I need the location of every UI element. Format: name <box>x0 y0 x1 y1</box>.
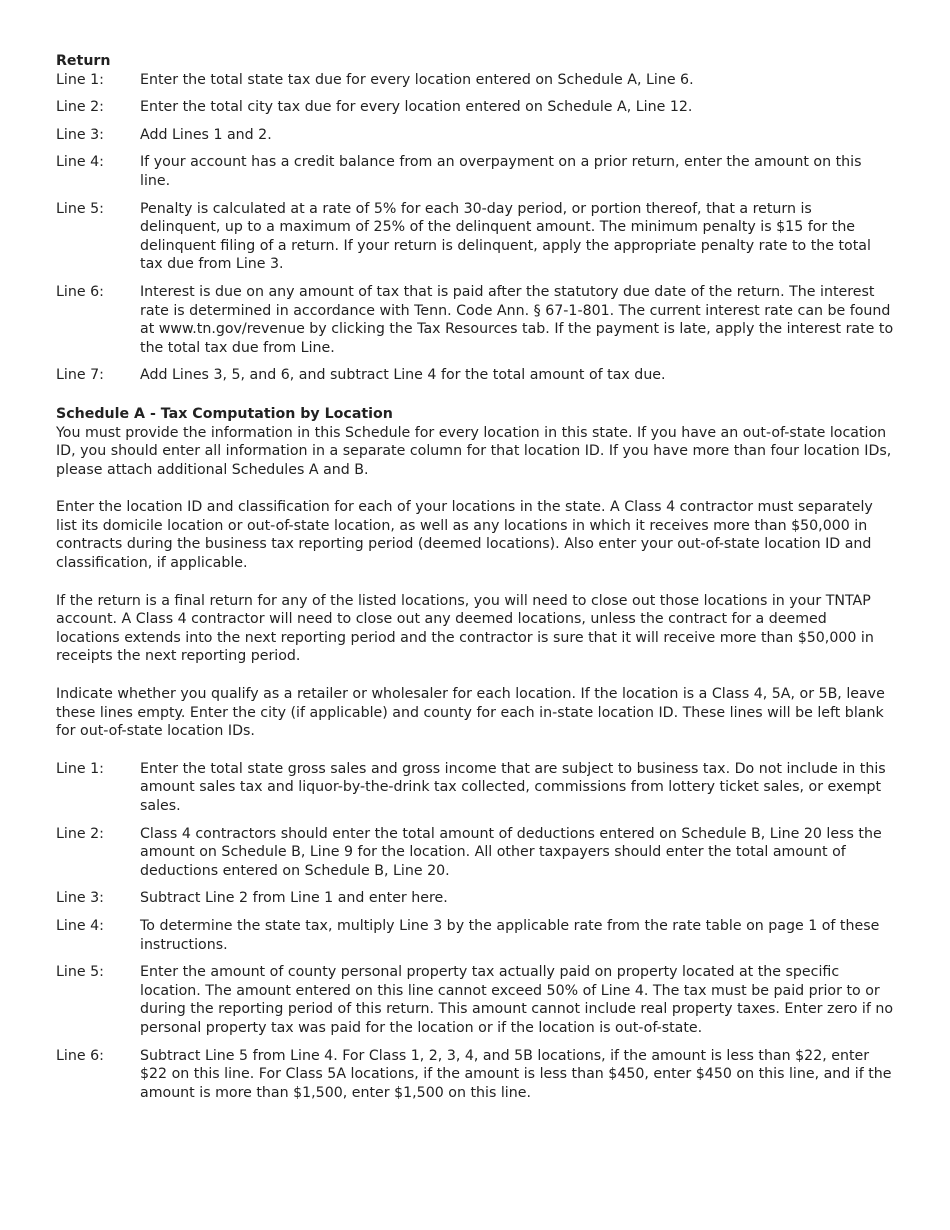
line-label: Line 1: <box>56 71 104 88</box>
line-label: Line 5: <box>56 200 104 217</box>
schedule-a-section <box>56 405 894 1102</box>
line-label: Line 4: <box>56 154 104 171</box>
schedule-a-line-1 <box>56 760 894 816</box>
line-label: Line 2: <box>56 825 104 842</box>
line-label: Line 2: <box>56 99 104 116</box>
instructions-page <box>56 52 894 1111</box>
line-label: Line 6: <box>56 283 104 300</box>
line-text: Subtract Line 5 from Line 4. For Class 1, 2, 3, 4, and 5B locations, if the amount is less than $22, enter $22 on this line. For Class 5A locations, if the amount is less than $450, enter $450 on this line, and if the amount is more than $1,500, enter $1,500 on this line. <box>140 1047 892 1101</box>
line-text: Enter the amount of county personal property tax actually paid on property located at the specific location. The amount entered on this line cannot exceed 50% of Line 4. The tax must be paid prior to or during the reporting period of this return. This amount cannot include real property taxes. Enter zero if no personal property tax was paid for the location or if the location is out-of-state. <box>140 964 894 1036</box>
schedule-a-line-4 <box>56 917 894 954</box>
schedule-a-paragraph: Enter the location ID and classification for each of your locations in the state. A Class 4 contractor must separately list its domicile location or out-of-state location, as well as any locations in which it receives more than $50,000 in contracts during the business tax reporting period (deemed locations). Also enter your out-of-state location ID and classification, if applicable. <box>56 499 873 572</box>
schedule-a-paragraph: You must provide the information in this Schedule for every location in this state. If you have an out-of-state location ID, you should enter all information in a separate column for that location ID. If you have more than four location IDs, please attach additional Schedules A and B. <box>56 424 892 478</box>
line-text: Add Lines 3, 5, and 6, and subtract Line 4 for the total amount of tax due. <box>140 367 666 384</box>
line-label: Line 6: <box>56 1047 104 1064</box>
schedule-a-lines <box>56 760 894 1103</box>
return-heading: Return <box>56 53 111 69</box>
line-text: To determine the state tax, multiply Line 3 by the applicable rate from the rate table on page 1 of these instructions. <box>140 917 880 953</box>
schedule-a-line-2 <box>56 825 894 881</box>
schedule-a-line-5 <box>56 963 894 1037</box>
line-text: Add Lines 1 and 2. <box>140 126 272 143</box>
return-line-3 <box>56 126 894 145</box>
line-text: If your account has a credit balance from an overpayment on a prior return, enter the amount on this line. <box>140 154 862 189</box>
line-text: Interest is due on any amount of tax that is paid after the statutory due date of the return. The interest rate is determined in accordance with Tenn. Code Ann. § 67-1-801. The current interest rate can be found at www.tn.gov/revenue by clicking the Tax Resources tab. If the payment is late, apply the interest rate to the total tax due from Line. <box>140 283 894 356</box>
schedule-a-line-6 <box>56 1047 894 1103</box>
line-text: Enter the total city tax due for every location entered on Schedule A, Line 12. <box>140 99 693 116</box>
return-line-2 <box>56 98 894 117</box>
return-line-4 <box>56 153 894 190</box>
line-label: Line 5: <box>56 964 104 981</box>
return-line-5 <box>56 200 894 274</box>
return-line-1 <box>56 71 894 90</box>
line-label: Line 3: <box>56 890 104 907</box>
schedule-a-line-3 <box>56 889 894 908</box>
line-text: Penalty is calculated at a rate of 5% for each 30-day period, or portion thereof, that a return is delinquent, up to a maximum of 25% of the delinquent amount. The minimum penalty is $15 for the delinquent filing of a return. If your return is delinquent, apply the appropriate penalty rate to the total tax due from Line 3. <box>140 200 871 273</box>
schedule-a-heading: Schedule A - Tax Computation by Location <box>56 405 393 422</box>
schedule-a-paragraph: If the return is a final return for any of the listed locations, you will need to close out those locations in your TNTAP account. A Class 4 contractor will need to close out any deemed locations, unless the contract for a deemed locations extends into the next reporting period and the contractor is sure that it will receive more than $50,000 in receipts the next reporting period. <box>56 592 874 665</box>
line-text: Class 4 contractors should enter the total amount of deductions entered on Schedule B, Line 20 less the amount on Schedule B, Line 9 for the location. All other taxpayers should enter the total amount of deductions entered on Schedule B, Line 20. <box>140 825 882 879</box>
line-text: Subtract Line 2 from Line 1 and enter here. <box>140 890 448 907</box>
line-label: Line 7: <box>56 367 104 384</box>
line-label: Line 4: <box>56 917 104 934</box>
return-line-6 <box>56 283 894 357</box>
return-line-7 <box>56 366 894 385</box>
line-text: Enter the total state gross sales and gross income that are subject to business tax. Do not include in this amount sales tax and liquor-by-the-drink tax collected, commissions from lottery ticket sales, or exempt sales. <box>140 760 886 814</box>
line-label: Line 3: <box>56 126 104 143</box>
line-text: Enter the total state tax due for every location entered on Schedule A, Line 6. <box>140 71 694 88</box>
return-section <box>56 52 894 385</box>
line-label: Line 1: <box>56 760 104 777</box>
schedule-a-paragraph: Indicate whether you qualify as a retailer or wholesaler for each location. If the location is a Class 4, 5A, or 5B, leave these lines empty. Enter the city (if applicable) and county for each in-state location ID. These lines will be left blank for out-of-state location IDs. <box>56 686 885 740</box>
